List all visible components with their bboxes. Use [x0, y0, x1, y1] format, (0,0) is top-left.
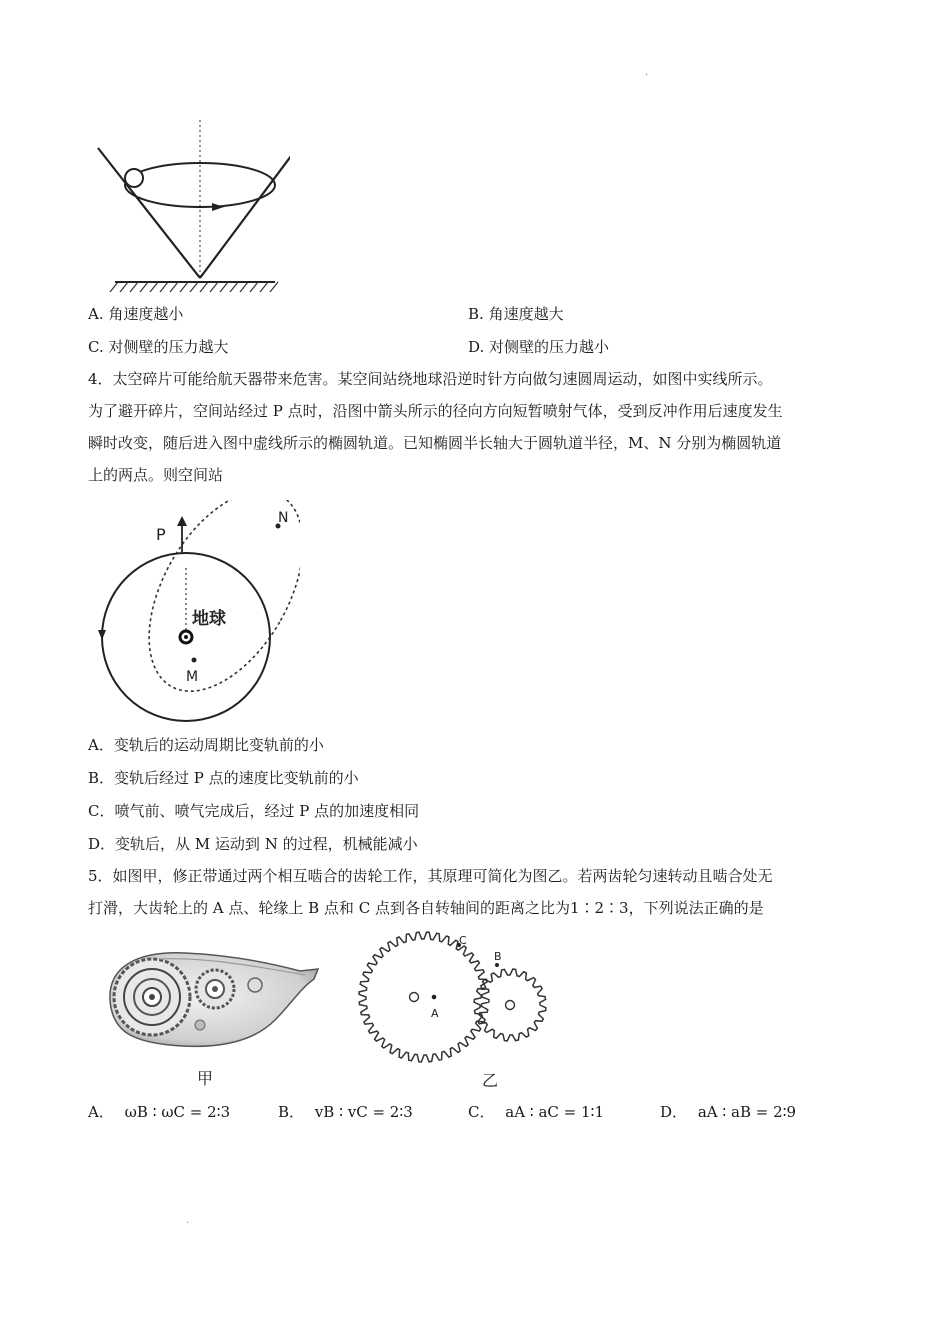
q5-option-c[interactable] [468, 1102, 604, 1122]
q4-stem-line: 为了避开碎片，空间站经过 P 点时，沿图中箭头所示的径向方向短暂喷射气体，受到反冲作用后速度发生 [88, 402, 783, 420]
q3-option-d-key: D. [468, 338, 485, 356]
q3-option-a[interactable] [88, 304, 183, 324]
q4-option-d-key: D． [88, 835, 116, 853]
q5-option-a-key: A． [88, 1103, 114, 1121]
q5-stem-line: 打滑，大齿轮上的 A 点、轮缘上 B 点和 C 点到各自转轴间的距离之比为1∶2∶3，下列说法正确的是 [88, 899, 764, 917]
q3-option-d[interactable] [468, 337, 609, 357]
q3-option-c[interactable] [88, 337, 229, 357]
q5-option-b[interactable] [278, 1102, 413, 1122]
page-mark-bottom: · [186, 1218, 190, 1229]
q5-option-c-key: C． [468, 1103, 495, 1121]
label-a: A [431, 1007, 439, 1020]
q5-option-a[interactable] [88, 1102, 230, 1122]
big-gear [359, 932, 489, 1062]
label-c: C [459, 934, 467, 947]
q5-option-b-key: B． [278, 1103, 305, 1121]
q5-stem-line: 5．如图甲，修正带通过两个相互啮合的齿轮工作，其原理可简化为图乙。若两齿轮匀速转动且啮合处无 [88, 867, 773, 885]
cone-figure [90, 110, 290, 295]
orbit-figure [90, 500, 300, 725]
correction-tape-figure [100, 945, 325, 1060]
q5-option-d[interactable] [660, 1102, 796, 1122]
caption-yi: 乙 [481, 1071, 498, 1090]
q4-option-b-text: 变轨后经过 P 点的速度比变轨前的小 [114, 769, 359, 787]
label-m: M [186, 669, 199, 685]
q5-option-c-expr: aA ∶ aC = 1∶1 [505, 1103, 604, 1121]
q4-option-c-text: 喷气前、喷气完成后，经过 P 点的加速度相同 [114, 802, 420, 820]
q4-option-a[interactable] [88, 735, 324, 755]
q3-option-c-text: 对侧壁的压力越大 [108, 338, 229, 356]
label-earth: 地球 [192, 609, 226, 629]
q5-option-b-expr: vB ∶ vC = 2∶3 [314, 1103, 413, 1121]
q5-option-d-key: D． [660, 1103, 688, 1121]
q4-stem-line: 4．太空碎片可能给航天器带来危害。某空间站绕地球沿逆时针方向做匀速圆周运动，如图中实线所示。 [88, 370, 773, 388]
q3-option-b-key: B. [468, 305, 484, 323]
q5-stem [88, 860, 868, 924]
q4-option-a-text: 变轨后的运动周期比变轨前的小 [113, 736, 324, 754]
q4-option-b[interactable] [88, 768, 359, 788]
q5-option-a-expr: ωB ∶ ωC = 2∶3 [124, 1103, 231, 1121]
gears-figure [345, 930, 550, 1065]
page-mark-top: · [645, 70, 649, 81]
q4-stem-line: 瞬时改变，随后进入图中虚线所示的椭圆轨道。已知椭圆半长轴大于圆轨道半径，M、N 分别为椭圆轨道 [88, 434, 782, 452]
q5-option-d-expr: aA ∶ aB = 2∶9 [697, 1103, 797, 1121]
q4-stem-line: 上的两点。则空间站 [88, 466, 224, 484]
q4-option-c[interactable] [88, 801, 419, 821]
gear-outline [359, 932, 489, 1062]
q4-option-b-key: B． [88, 769, 115, 787]
label-b: B [494, 950, 502, 963]
q4-option-d-text: 变轨后，从 M 运动到 N 的过程，机械能减小 [115, 835, 418, 853]
q3-option-c-key: C. [88, 338, 104, 356]
q4-option-d[interactable] [88, 834, 418, 854]
q3-option-d-text: 对侧壁的压力越小 [489, 338, 610, 356]
label-n: N [278, 510, 289, 526]
q4-option-a-key: A． [88, 736, 114, 754]
q3-option-b-text: 角速度越大 [488, 305, 564, 323]
q4-stem [88, 363, 868, 491]
q4-option-c-key: C． [88, 802, 115, 820]
caption-jia: 甲 [196, 1069, 213, 1088]
label-p: P [156, 525, 166, 544]
q3-option-b[interactable] [468, 304, 564, 324]
q3-option-a-text: 角速度越小 [108, 305, 184, 323]
q3-option-a-key: A. [88, 305, 104, 323]
